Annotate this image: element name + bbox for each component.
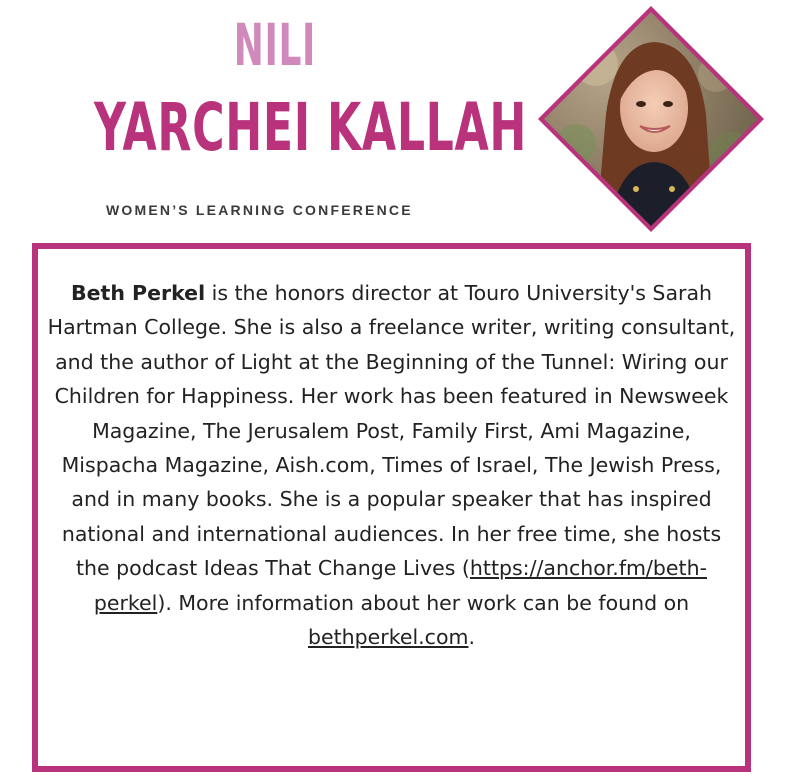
bio-intro-text: is the honors director at Touro University's Sarah Hartman College. She is also a freelance writer, writing consultant, and the author of Light at the Beginning of the Tunnel: Wiring our Children for Happiness. Her work has been featured in Newsweek Magazine, The Jerusalem Post, Family First, Ami Magazine, Mispacha Magazine, Aish.com, Times of Israel, The Jewish Press, and in many books. She is a popular speaker that has inspired national and international audiences. In her free time, she hosts the podcast Ideas That Change Lives (: [47, 281, 736, 581]
speaker-name: Beth Perkel: [70, 281, 206, 305]
bio-middle-text: ). More information about her work can be found on: [157, 590, 690, 615]
podcast-link[interactable]: https://anchor.fm/beth-perkel: [93, 556, 707, 615]
bio-card: [32, 243, 751, 772]
speaker-photo: [536, 4, 766, 234]
website-link[interactable]: bethperkel.com: [308, 625, 469, 650]
bio-paragraph: [44, 276, 739, 654]
bio-end-text: .: [468, 625, 475, 650]
logo-title-yarchei-kallah: YARCHEI KALLAH: [94, 89, 528, 166]
speaker-photo-frame: [536, 4, 766, 234]
logo-title-nili: NILI: [233, 11, 317, 79]
logo-subtitle: WOMEN’S LEARNING CONFERENCE: [106, 202, 413, 218]
